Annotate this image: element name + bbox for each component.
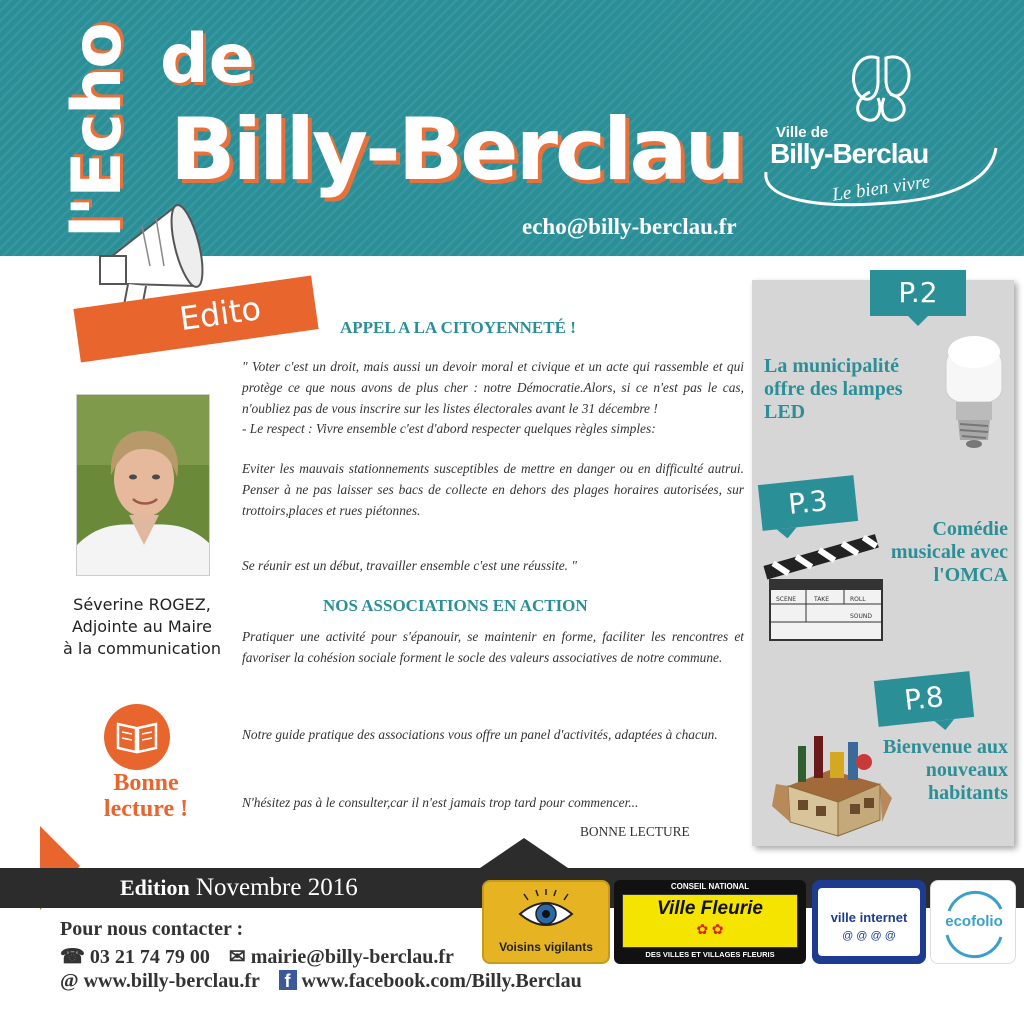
contact-line-web — [60, 970, 582, 993]
author-photo — [76, 394, 210, 576]
header-email[interactable]: echo@billy-berclau.fr — [522, 214, 737, 239]
bonne-lecture-text: Bonne lecture ! — [103, 770, 189, 822]
clapper-sound: SOUND — [850, 613, 873, 620]
ecofolio-badge — [930, 880, 1016, 964]
vi-at-icons: @ @ @ @ — [842, 930, 896, 942]
signature: BONNE LECTURE — [580, 824, 690, 839]
contact-phone[interactable]: 03 21 74 79 00 — [89, 946, 210, 968]
welcome-box-icon — [768, 726, 894, 838]
paragraph-7: N'hésitez pas à le consulter,car il n'est jamais trop tard pour commencer... — [242, 795, 639, 810]
vf-top: CONSEIL NATIONAL — [670, 882, 750, 891]
town-logo — [760, 52, 1000, 212]
edition-info — [120, 874, 358, 902]
sommaire-item-comedie[interactable]: Comédie musicale avec l'OMCA — [890, 518, 1008, 586]
page-tab-p3[interactable]: P.3 — [758, 475, 858, 531]
echo-word: l'Echo — [58, 23, 137, 238]
edito-label: Edito — [177, 289, 264, 339]
contact-line-phone-mail — [60, 944, 454, 969]
page-title: Billy-Berclau — [170, 100, 743, 200]
paragraph-6: Notre guide pratique des associations vous offre un panel d'activités, adaptées à chacun. — [242, 727, 718, 742]
facebook-icon: f — [279, 970, 297, 990]
edition-label: Edition — [120, 875, 190, 900]
eye-icon — [484, 888, 608, 938]
title-de: de — [160, 20, 255, 99]
flower-icon: ✿ ✿ — [696, 923, 724, 938]
page-tab-p8[interactable]: P.8 — [874, 671, 974, 727]
heading-appel: APPEL A LA CITOYENNETÉ ! — [340, 318, 576, 337]
contact-website[interactable]: www.billy-berclau.fr — [83, 970, 260, 992]
sommaire-item-bienvenue[interactable]: Bienvenue aux nouveaux habitants — [882, 736, 1008, 804]
vf-main: Ville Fleurie — [657, 898, 763, 919]
logo-ville-de: Ville de — [776, 124, 829, 141]
ville-internet-badge — [812, 880, 926, 964]
heading-associations: NOS ASSOCIATIONS EN ACTION — [323, 596, 588, 615]
paragraph-2: - Le respect : Vivre ensemble c'est d'abord respecter quelques règles simples: — [242, 421, 656, 436]
author-name: Séverine ROGEZ, — [73, 595, 211, 614]
voisins-label: Voisins vigilants — [499, 940, 593, 954]
clapper-roll: ROLL — [850, 596, 866, 603]
page-tab-p2[interactable]: P.2 — [870, 270, 966, 316]
contact-title: Pour nous contacter : — [60, 918, 244, 940]
clapperboard-icon — [762, 534, 888, 644]
clapper-scene: SCENE — [776, 596, 797, 603]
author-role-2: à la communication — [63, 639, 221, 658]
phone-icon: ☎ — [60, 946, 85, 968]
paragraph-1: " Voter c'est un droit, mais aussi un devoir moral et civique et un acte qui rassemble et qui protège ce que nous avons de plus cher : notre Démocratie.Alors, si ce n'est pas le cas, n'oubliez pas de vous inscrire sur les listes électorales avant le 31 décembre ! — [242, 359, 744, 416]
book-icon — [104, 704, 170, 770]
logo-slogan: Le bien vivre — [830, 171, 932, 206]
led-bulb-icon — [938, 328, 1010, 450]
eco-label: ecofolio — [945, 913, 1003, 930]
paragraph-4: Se réunir est un début, travailler ensemble c'est une réussite. " — [242, 558, 578, 573]
band-notch — [480, 838, 568, 868]
contact-mail[interactable]: mairie@billy-berclau.fr — [250, 946, 454, 968]
author-caption — [50, 594, 234, 660]
vi-label: ville internet — [830, 910, 908, 925]
paragraph-3: Eviter les mauvais stationnements susceptibles de mettre en danger ou en difficulté autrui. Penser à ne pas laisser ses bacs de collecte en dehors des plages horaires autorisées, sur trottoirs,places et rues piétonnes. — [242, 461, 744, 518]
vf-bottom: DES VILLES ET VILLAGES FLEURIS — [645, 950, 775, 959]
envelope-icon: ✉ — [228, 946, 246, 968]
at-icon: @ — [60, 970, 79, 992]
edition-date: Novembre 2016 — [195, 874, 358, 901]
logo-town-name: Billy-Berclau — [770, 138, 929, 169]
author-role-1: Adjointe au Maire — [72, 617, 212, 636]
paragraph-5: Pratiquer une activité pour s'épanouir, se maintenir en forme, faciliter les rencontres et favoriser la cohésion sociale forment le socle des valeurs associatives de notre commune. — [242, 629, 744, 665]
contact-facebook[interactable]: www.facebook.com/Billy.Berclau — [301, 970, 582, 992]
ville-fleurie-badge — [614, 880, 806, 964]
voisins-vigilants-badge — [482, 880, 610, 964]
sommaire-item-led[interactable]: La municipalité offre des lampes LED — [764, 355, 903, 423]
clapper-take: TAKE — [814, 596, 830, 603]
